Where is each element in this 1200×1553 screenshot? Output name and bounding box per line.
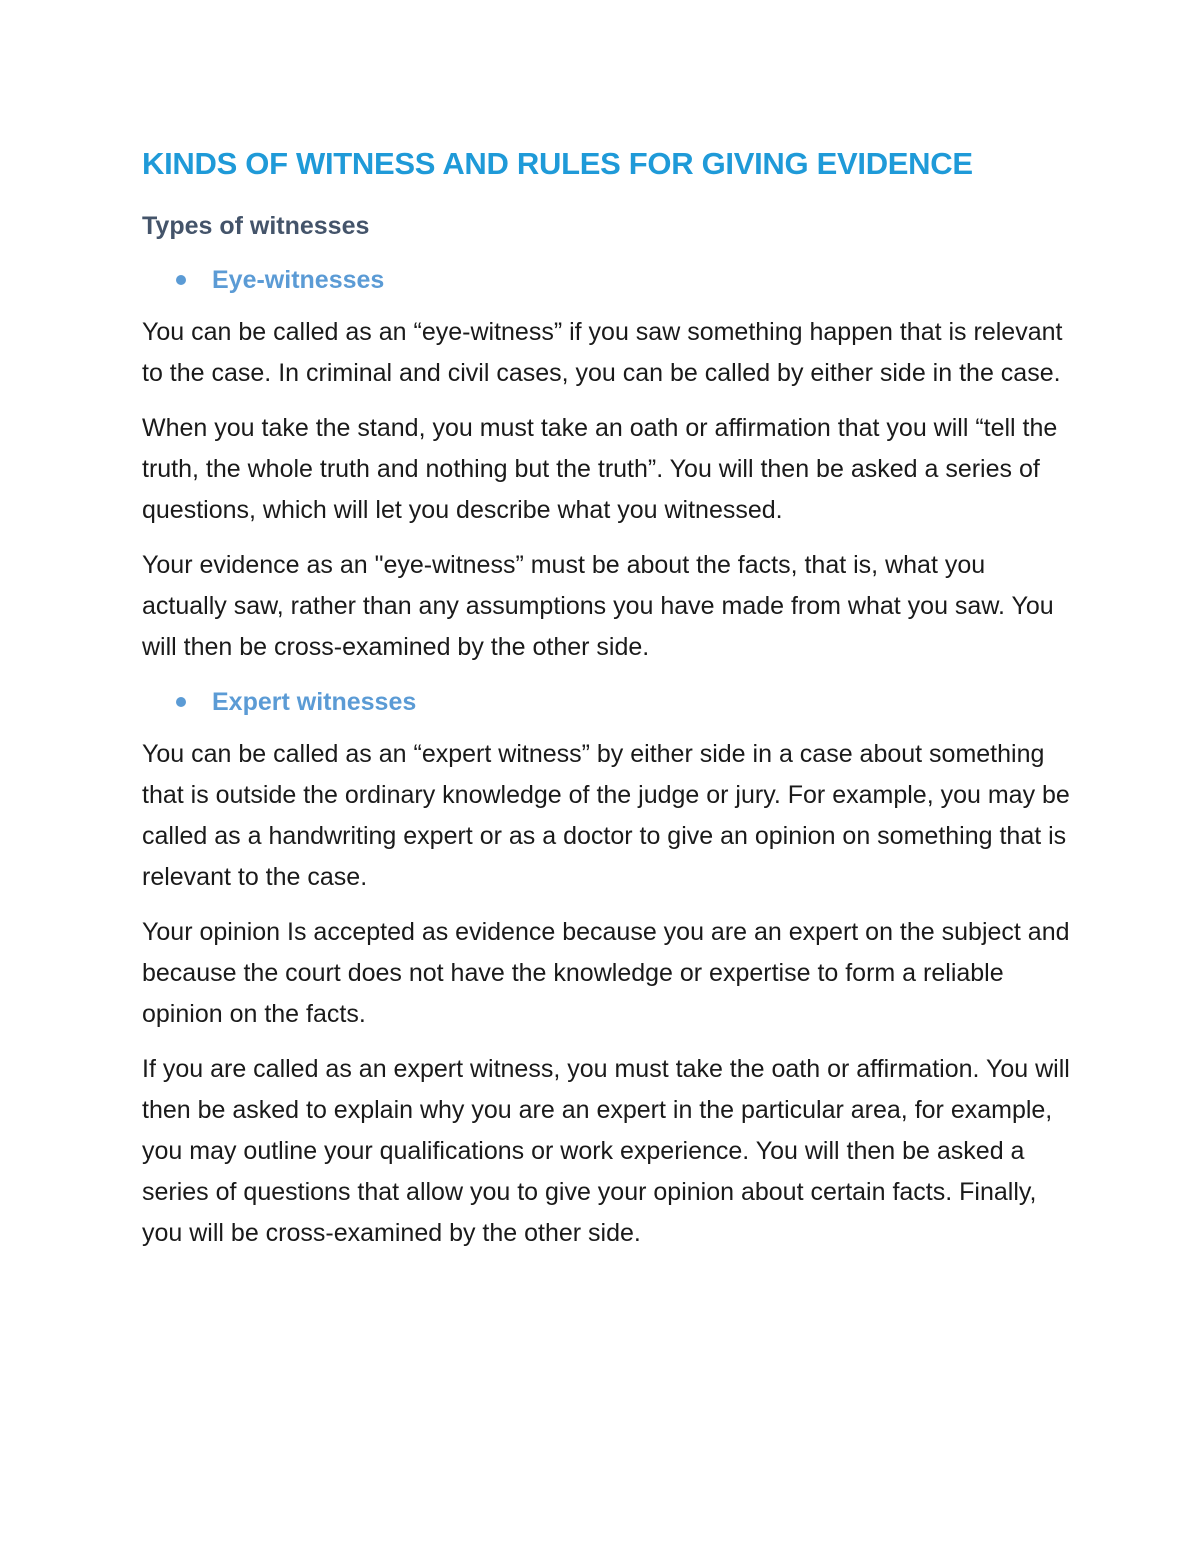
paragraph: You can be called as an “eye-witness” if you saw something happen that is relevant to the case. In criminal and civil cases, you can be called by either side in the case.	[142, 318, 1063, 387]
bullet-heading-eye-witnesses	[142, 260, 1072, 300]
section-subtitle: Types of witnesses	[142, 212, 370, 240]
paragraph: Your evidence as an "eye-witness” must be about the facts, that is, what you actually saw, rather than any assumptions you have made from what you saw. You will then be cross-examined by the other side.	[142, 551, 1054, 661]
document-page	[142, 140, 1072, 1254]
paragraph: You can be called as an “expert witness” by either side in a case about something that is outside the ordinary knowledge of the judge or jury. For example, you may be called as a handwriting expert or as a doctor to give an opinion on something that is relevant to the case.	[142, 740, 1070, 891]
bullet-heading-label: Expert witnesses	[212, 688, 417, 716]
bullet-heading-label: Eye-witnesses	[212, 266, 385, 294]
paragraph: If you are called as an expert witness, you must take the oath or affirmation. You will then be asked to explain why you are an expert in the particular area, for example, you may outline your qualifications or work experience. You will then be asked a series of questions that allow you to give your opinion about certain facts. Finally, you will be cross-examined by the other side.	[142, 1055, 1070, 1247]
bullet-icon	[176, 697, 186, 707]
document-title: KINDS OF WITNESS AND RULES FOR GIVING EVIDENCE	[142, 146, 973, 181]
paragraph: When you take the stand, you must take an oath or affirmation that you will “tell the truth, the whole truth and nothing but the truth”. You will then be asked a series of questions, which will let you describe what you witnessed.	[142, 414, 1058, 524]
bullet-heading-expert-witnesses	[142, 682, 1072, 722]
bullet-icon	[176, 275, 186, 285]
paragraph: Your opinion Is accepted as evidence because you are an expert on the subject and because the court does not have the knowledge or expertise to form a reliable opinion on the facts.	[142, 918, 1070, 1028]
